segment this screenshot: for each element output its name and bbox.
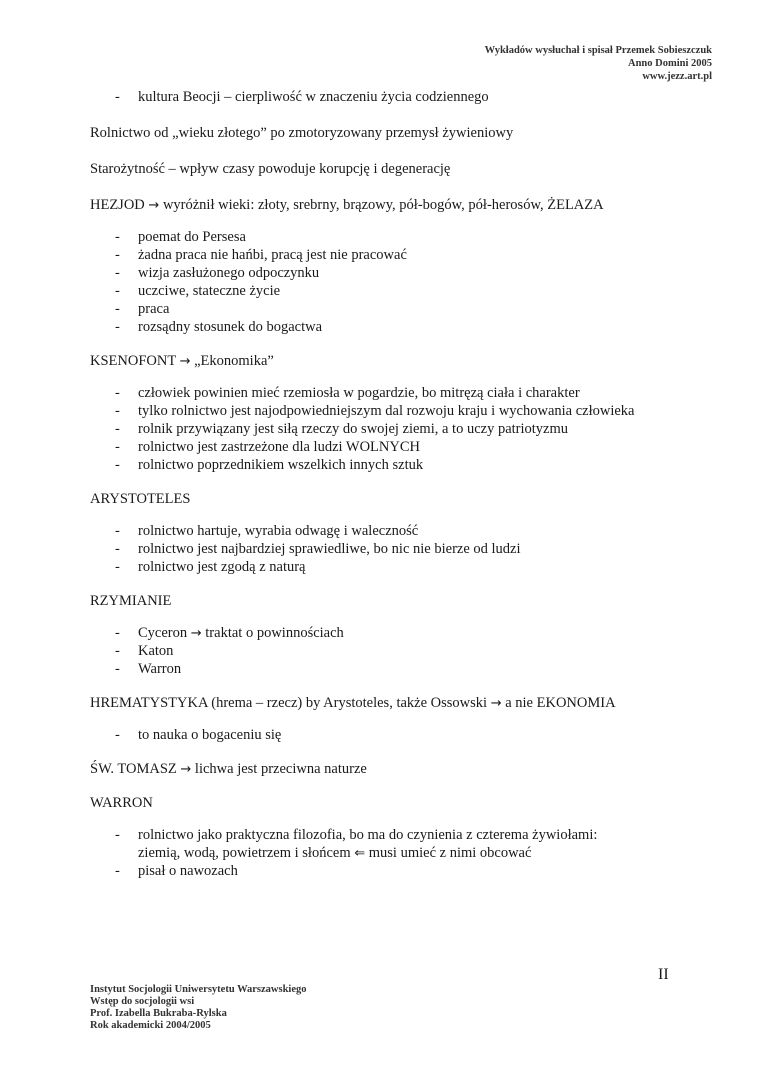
list-item-text: rolnictwo jako praktyczna filozofia, bo ma do czynienia z czterema żywiołami:	[138, 827, 598, 843]
document-body	[90, 88, 730, 880]
bullet-dash: -	[115, 457, 120, 473]
list-item-text: rozsądny stosunek do bogactwa	[138, 319, 323, 335]
list-item	[90, 88, 730, 106]
bullet-dash: -	[115, 559, 120, 575]
list-item-text: rolnictwo jest zgodą z naturą	[138, 559, 306, 575]
list-item	[90, 624, 730, 642]
bullet-dash: -	[115, 229, 120, 245]
list-item	[90, 246, 730, 264]
heading-text: a nie EKONOMIA	[505, 695, 616, 711]
list-item	[90, 300, 730, 318]
bullet-dash: -	[115, 385, 120, 401]
list-item-text: tylko rolnictwo jest najodpowiedniejszym dal rozwoju kraju i wychowania człowieka	[138, 403, 635, 419]
list-item-continuation	[90, 844, 730, 862]
warron-list	[90, 826, 730, 880]
page-header	[485, 44, 712, 83]
list-item	[90, 522, 730, 540]
section-heading-ksenofont	[90, 352, 730, 370]
list-item-text: Katon	[138, 643, 174, 659]
list-item	[90, 402, 730, 420]
bullet-dash: -	[115, 283, 120, 299]
section-heading-warron: WARRON	[90, 795, 153, 811]
rzymianie-list	[90, 624, 730, 678]
section-heading-tomasz	[90, 760, 730, 778]
list-item	[90, 282, 730, 300]
section-heading-hezjod	[90, 196, 730, 214]
list-item	[90, 558, 730, 576]
list-item-text: rolnictwo jest najbardziej sprawiedliwe, bo nic nie bierze od ludzi	[138, 541, 521, 557]
header-website: www.jezz.art.pl	[642, 71, 712, 82]
list-item	[90, 642, 730, 660]
list-item	[90, 264, 730, 282]
header-author: Wykładów wysłuchał i spisał Przemek Sobieszczuk	[484, 45, 712, 56]
paragraph: Rolnictwo od „wieku złotego” po zmotoryzowany przemysł żywieniowy	[90, 125, 514, 141]
list-item-text: rolnik przywiązany jest siłą rzeczy do swojej ziemi, a to uczy patriotyzmu	[138, 421, 569, 437]
bullet-dash: -	[115, 863, 120, 879]
footer-professor: Prof. Izabella Bukraba-Rylska	[90, 1008, 227, 1019]
footer-course: Wstęp do socjologii wsi	[90, 996, 195, 1007]
heading-name: KSENOFONT	[90, 353, 176, 369]
list-item-text: Cyceron	[138, 625, 188, 641]
footer-year: Rok akademicki 2004/2005	[90, 1020, 211, 1031]
section-heading-hrematystyka	[90, 694, 730, 712]
heading-name: HEZJOD	[90, 197, 145, 213]
list-item	[90, 438, 730, 456]
list-item	[90, 228, 730, 246]
bullet-dash: -	[115, 643, 120, 659]
list-item-text: rolnictwo jest zastrzeżone dla ludzi WOLNYCH	[138, 439, 420, 455]
bullet-dash: -	[115, 827, 120, 843]
bullet-dash: -	[115, 727, 120, 743]
list-item-text: traktat o powinnościach	[205, 625, 344, 641]
paragraph: Starożytność – wpływ czasy powoduje korupcję i degenerację	[90, 161, 451, 177]
bullet-dash: -	[115, 421, 120, 437]
list-item-text: wizja zasłużonego odpoczynku	[138, 265, 320, 281]
page-number: II	[658, 966, 669, 983]
bullet-dash: -	[115, 439, 120, 455]
page-footer	[90, 984, 307, 1032]
bullet-dash: -	[115, 541, 120, 557]
list-item-text: ziemią, wodą, powietrzem i słońcem	[138, 845, 351, 861]
heading-text: lichwa jest przeciwna naturze	[194, 761, 367, 777]
heading-text: HREMATYSTYKA (hrema – rzecz) by Arystoteles, także Ossowski	[90, 695, 488, 711]
section-heading-arystoteles: ARYSTOTELES	[90, 491, 191, 507]
hezjod-list	[90, 228, 730, 336]
list-item	[90, 318, 730, 336]
heading-name: ŚW. TOMASZ	[90, 761, 177, 777]
right-arrow-icon: →	[490, 696, 502, 711]
bullet-dash: -	[115, 319, 120, 335]
bullet-dash: -	[115, 523, 120, 539]
bullet-dash: -	[115, 403, 120, 419]
list-item-text: rolnictwo poprzednikiem wszelkich innych sztuk	[138, 457, 424, 473]
header-year: Anno Domini 2005	[627, 58, 712, 69]
arystoteles-list	[90, 522, 730, 576]
list-item	[90, 826, 730, 844]
list-item	[90, 540, 730, 558]
right-arrow-icon: →	[180, 762, 192, 777]
footer-institute: Instytut Socjologii Uniwersytetu Warszawskiego	[90, 984, 307, 995]
bullet-dash: -	[115, 301, 120, 317]
heading-text: wyróżnił wieki: złoty, srebrny, brązowy, pół-bogów, pół-herosów, ŻELAZA	[162, 197, 604, 213]
list-item	[90, 862, 730, 880]
ksenofont-list	[90, 384, 730, 474]
bullet-dash: -	[115, 625, 120, 641]
right-arrow-icon: →	[190, 626, 202, 641]
list-item-text: uczciwe, stateczne życie	[138, 283, 281, 299]
list-item-text: człowiek powinien mieć rzemiosła w pogardzie, bo mitręzą ciała i charakter	[138, 385, 580, 401]
section-heading-rzymianie: RZYMIANIE	[90, 593, 172, 609]
list-item-text: to nauka o bogaceniu się	[138, 727, 282, 743]
bullet-dash: -	[115, 89, 120, 105]
right-arrow-icon: →	[179, 354, 191, 369]
list-item	[90, 420, 730, 438]
list-item-text: pisał o nawozach	[138, 863, 238, 879]
list-item	[90, 384, 730, 402]
bullet-dash: -	[115, 661, 120, 677]
list-item	[90, 456, 730, 474]
list-item-text: rolnictwo hartuje, wyrabia odwagę i waleczność	[138, 523, 419, 539]
list-item-text: Warron	[138, 661, 182, 677]
list-item-text: kultura Beocji – cierpliwość w znaczeniu życia codziennego	[138, 89, 489, 105]
list-item	[90, 660, 730, 678]
bullet-dash: -	[115, 265, 120, 281]
left-arrow-icon: ⇐	[354, 846, 366, 861]
heading-text: „Ekonomika”	[194, 353, 274, 369]
bullet-dash: -	[115, 247, 120, 263]
list-item-text: praca	[138, 301, 170, 317]
list-item-text: poemat do Persesa	[138, 229, 246, 245]
right-arrow-icon: →	[148, 198, 160, 213]
list-item-text: musi umieć z nimi obcować	[368, 845, 532, 861]
list-item	[90, 726, 730, 744]
list-item-text: żadna praca nie hańbi, pracą jest nie pracować	[138, 247, 407, 263]
